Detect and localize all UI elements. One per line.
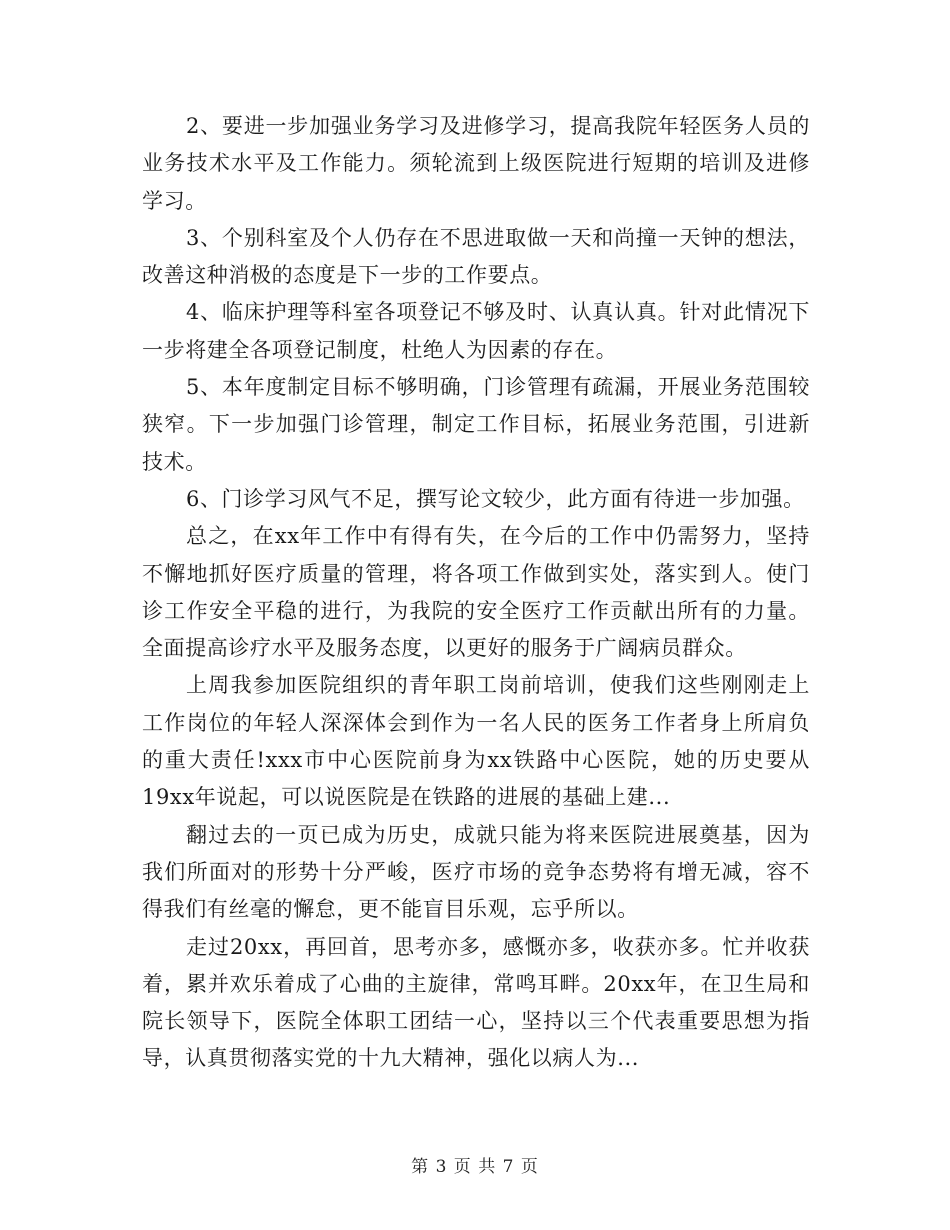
page-footer: 第 3 页 共 7 页 [411,1157,539,1177]
document-body [142,108,810,1078]
paragraph-item-5: 5、本年度制定目标不够明确，门诊管理有疏漏，开展业务范围较狭窄。下一步加强门诊管理，制定工作目标，拓展业务范围，引进新技术。 [142,375,810,474]
paragraph-item-6: 6、门诊学习风气不足，撰写论文较少，此方面有待进一步加强。 [186,486,805,511]
paragraph-item-4: 4、临床护理等科室各项登记不够及时、认真认真。针对此情况下一步将建全各项登记制度，杜绝人为因素的存在。 [142,300,810,362]
paragraph-review: 走过20xx，再回首，思考亦多，感慨亦多，收获亦多。忙并收获着，累并欢乐着成了心曲的主旋律，常鸣耳畔。20xx年，在卫生局和院长领导下，医院全体职工团结一心，坚持以三个代表重要思想为指导，认真贯彻落实党的十九大精神，强化以病人为... [142,934,810,1071]
paragraph-summary: 总之，在xx年工作中有得有失，在今后的工作中仍需努力，坚持不懈地抓好医疗质量的管理，将各项工作做到实处，落实到人。使门诊工作安全平稳的进行，为我院的安全医疗工作贡献出所有的力量。全面提高诊疗水平及服务态度，以更好的服务于广阔病员群众。 [142,524,810,661]
paragraph-item-3: 3、个别科室及个人仍存在不思进取做一天和尚撞一天钟的想法，改善这种消极的态度是下一步的工作要点。 [142,225,810,288]
paragraph-history: 翻过去的一页已成为历史，成就只能为将来医院进展奠基，因为我们所面对的形势十分严峻，医疗市场的竞争态势将有增无减，容不得我们有丝毫的懈怠，更不能盲目乐观，忘乎所以。 [142,822,810,922]
paragraph-item-2: 2、要进一步加强业务学习及进修学习，提高我院年轻医务人员的业务技术水平及工作能力。须轮流到上级医院进行短期的培训及进修学习。 [142,114,810,213]
paragraph-training: 上周我参加医院组织的青年职工岗前培训，使我们这些刚刚走上工作岗位的年轻人深深体会到作为一名人民的医务工作者身上所肩负的重大责任!xxx市中心医院前身为xx铁路中心医院，她的历史要从19xx年说起，可以说医院是在铁路的进展的基础上建... [142,673,810,810]
